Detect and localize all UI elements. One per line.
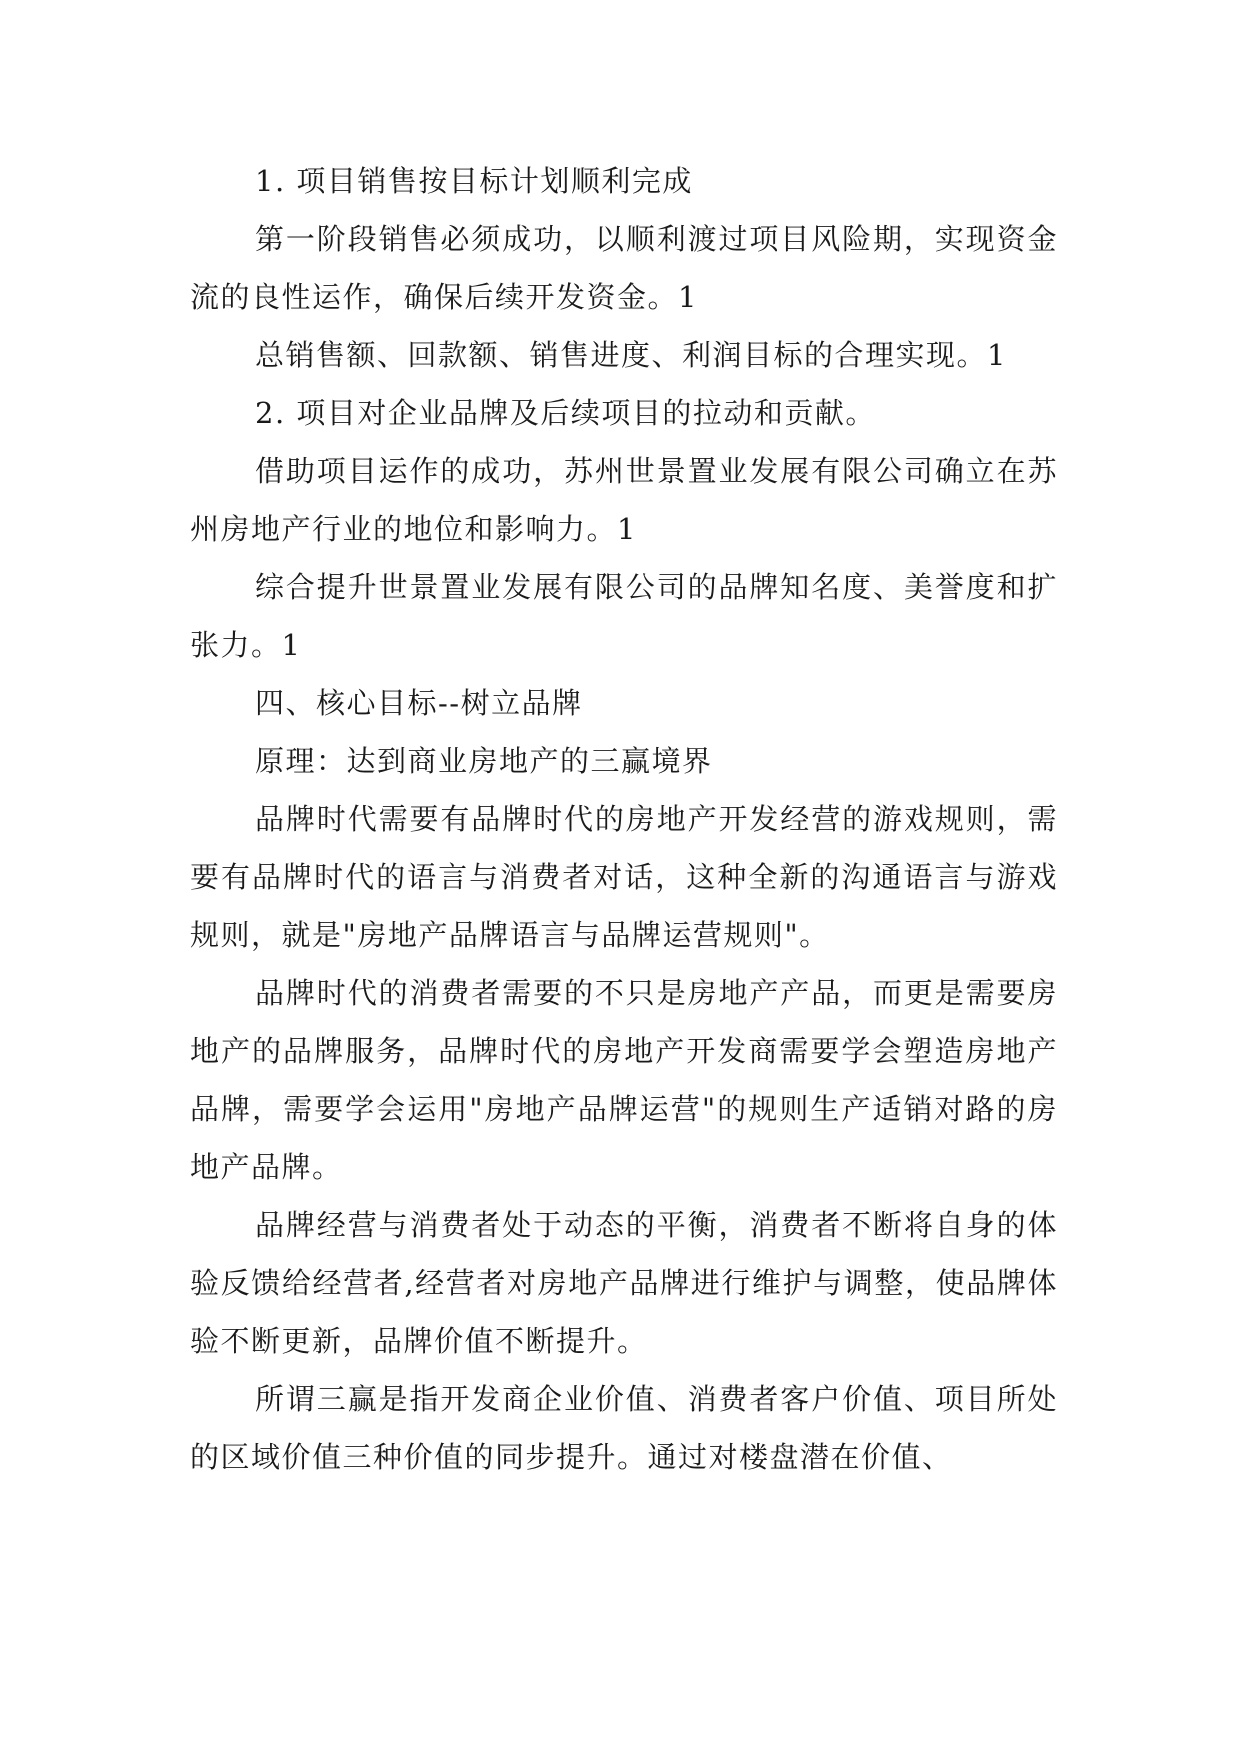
section-heading-sales-target: 1. 项目销售按目标计划顺利完成 [255,164,693,198]
document-body [190,152,1058,1486]
paragraph-brand-reputation: 综合提升世景置业发展有限公司的品牌知名度、美誉度和扩张力。1 [190,570,1058,662]
paragraph-company-position: 借助项目运作的成功，苏州世景置业发展有限公司确立在苏州房地产行业的地位和影响力。1 [190,454,1058,546]
paragraph-sales-metrics: 总销售额、回款额、销售进度、利润目标的合理实现。1 [255,338,1007,372]
paragraph-first-stage-sales: 第一阶段销售必须成功，以顺利渡过项目风险期，实现资金流的良性运作，确保后续开发资金。1 [190,222,1058,314]
paragraph-brand-service: 品牌时代的消费者需要的不只是房地产产品，而更是需要房地产的品牌服务，品牌时代的房地产开发商需要学会塑造房地产品牌，需要学会运用"房地产品牌运营"的规则生产适销对路的房地产品牌。 [190,976,1058,1184]
paragraph-principle: 原理：达到商业房地产的三赢境界 [255,744,713,778]
section-heading-brand-contribution: 2. 项目对企业品牌及后续项目的拉动和贡献。 [255,396,876,430]
paragraph-brand-era-rules: 品牌时代需要有品牌时代的房地产开发经营的游戏规则，需要有品牌时代的语言与消费者对话，这种全新的沟通语言与游戏规则，就是"房地产品牌语言与品牌运营规则"。 [190,802,1058,952]
section-heading-core-goal: 四、核心目标--树立品牌 [255,686,583,720]
paragraph-brand-balance: 品牌经营与消费者处于动态的平衡，消费者不断将自身的体验反馈给经营者,经营者对房地产品牌进行维护与调整，使品牌体验不断更新，品牌价值不断提升。 [190,1208,1058,1358]
paragraph-triple-win: 所谓三赢是指开发商企业价值、消费者客户价值、项目所处的区域价值三种价值的同步提升。通过对楼盘潜在价值、 [190,1382,1058,1474]
